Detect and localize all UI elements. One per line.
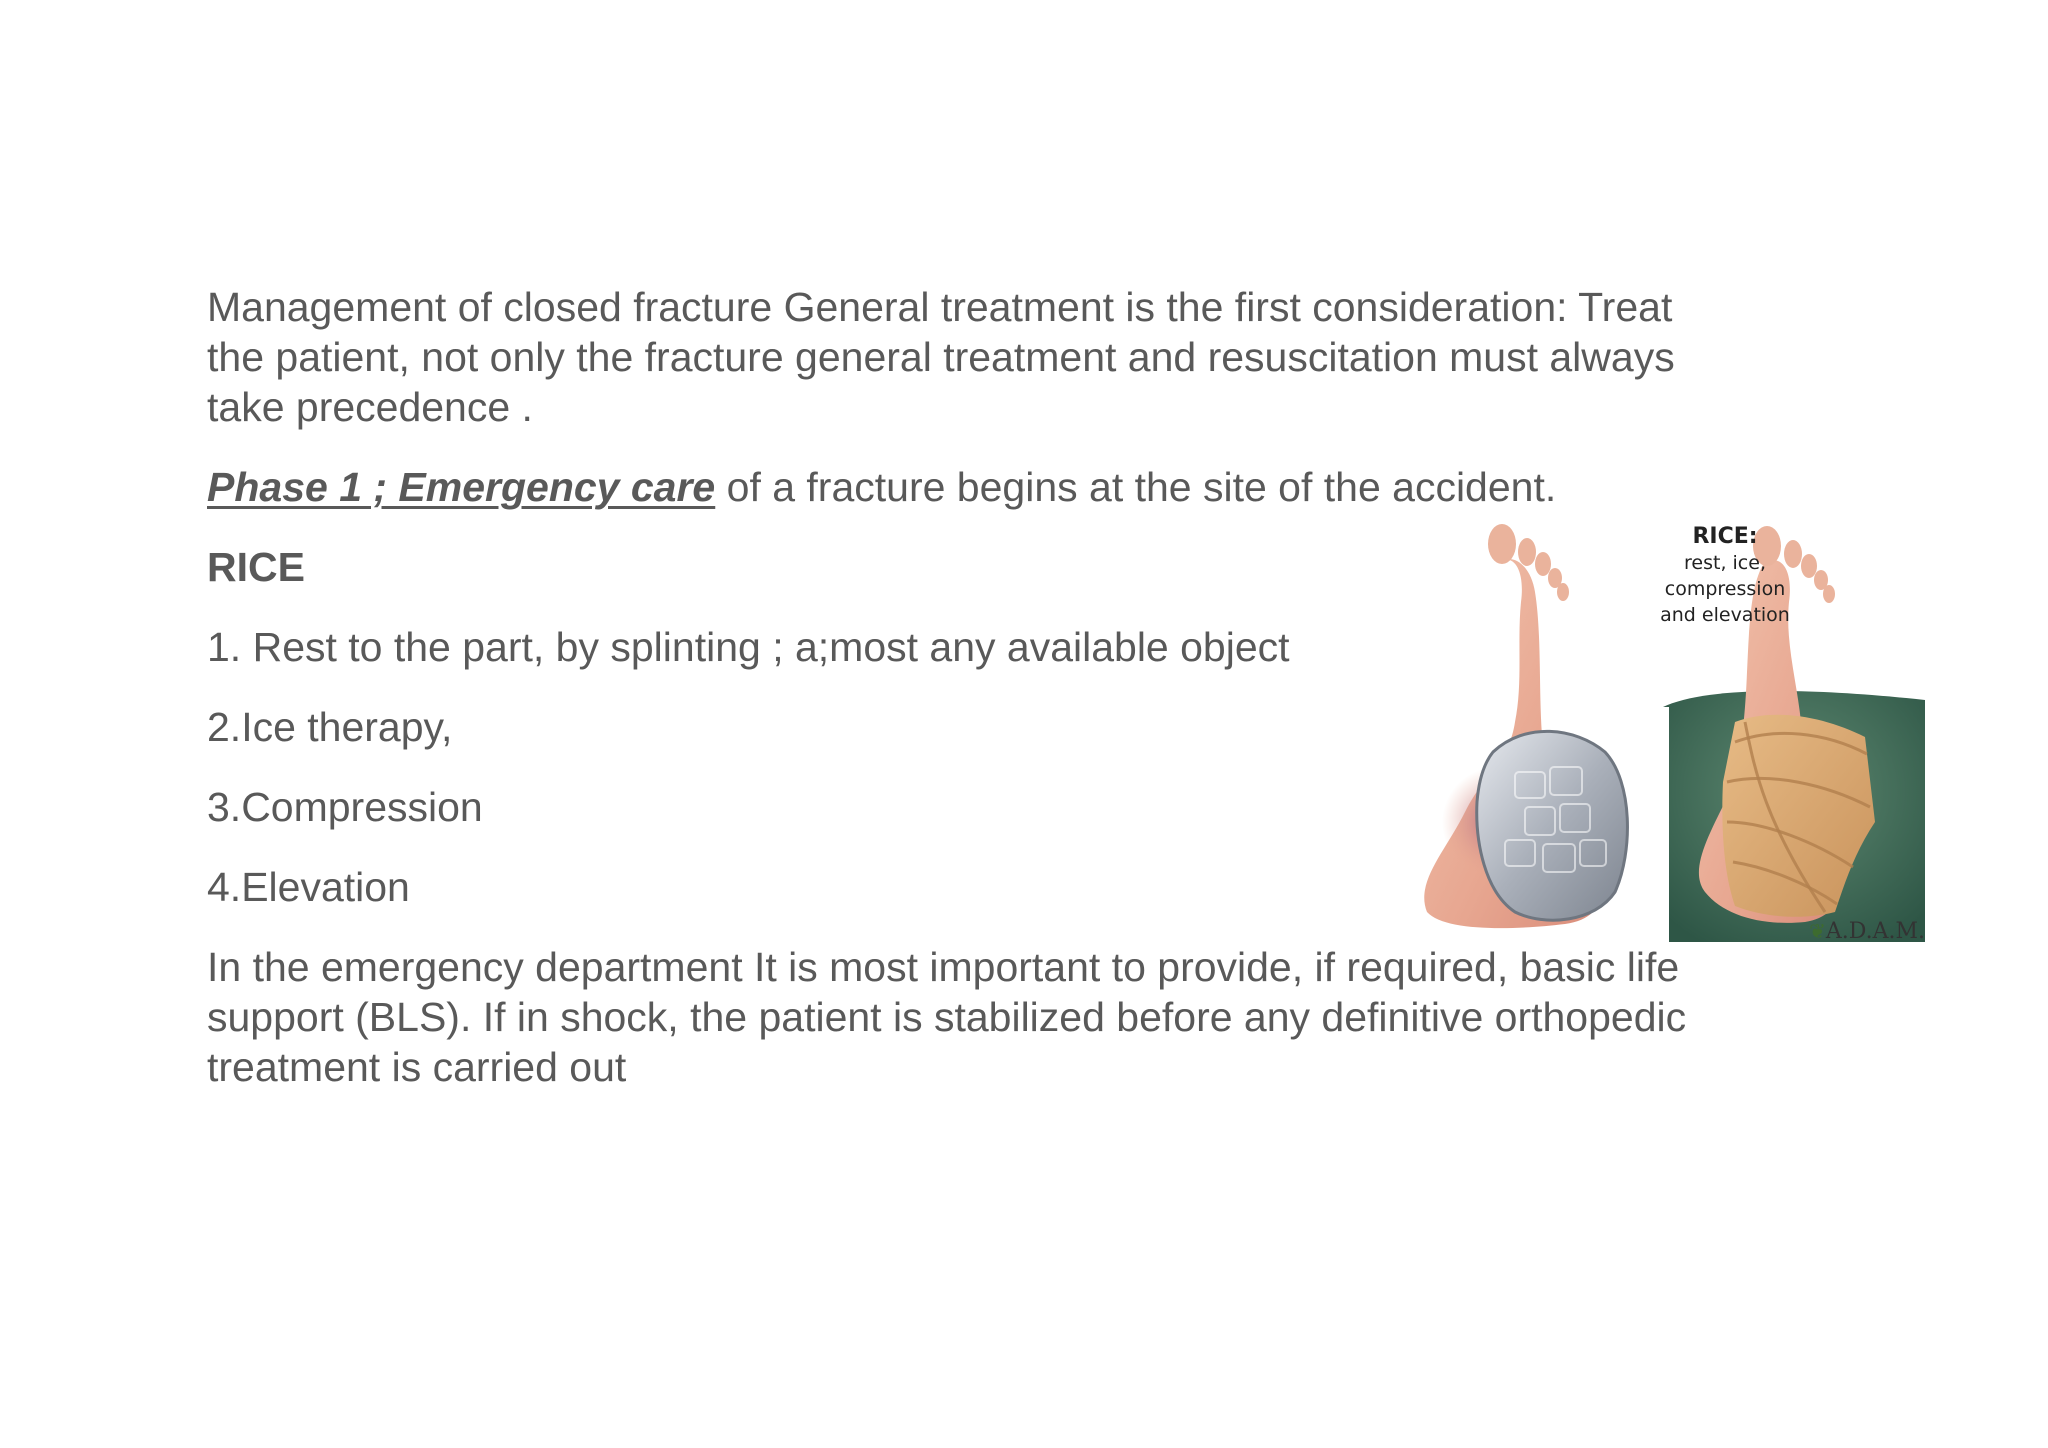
rice-item-rest: 1. Rest to the part, by splinting ; a;most any available object (207, 624, 1290, 670)
ed-line-1: In the emergency department It is most important to provide, if required, basic life (207, 944, 1680, 990)
rice-heading: RICE (207, 544, 305, 590)
illustration-caption-line-2: compression (1664, 578, 1786, 600)
illustration-caption (1575, 524, 1875, 628)
intro-line-2: the patient, not only the fracture general treatment and resuscitation must always (207, 334, 1675, 380)
illustration-caption-line-3: and elevation (1660, 604, 1790, 626)
illustration-caption-title: RICE: (1692, 524, 1758, 549)
rice-illustration (1405, 522, 1925, 946)
adam-logo-text: A.D.A.M. (1825, 919, 1925, 944)
phase-paragraph (207, 462, 1556, 512)
phase-text: of a fracture begins at the site of the accident. (715, 464, 1557, 510)
phase-label: Phase 1 ; Emergency care (207, 464, 716, 510)
adam-logo (1809, 919, 1925, 944)
leaf-icon: ❦ (1809, 919, 1826, 943)
intro-line-3: take precedence . (207, 384, 533, 430)
rice-item-ice: 2.Ice therapy, (207, 704, 453, 750)
ed-line-2: support (BLS). If in shock, the patient is stabilized before any definitive orthopedic (207, 994, 1687, 1040)
illustration-caption-line-1: rest, ice, (1684, 552, 1766, 574)
intro-line-1: Management of closed fracture General treatment is the first consideration: Treat (207, 284, 1673, 330)
ed-line-3: treatment is carried out (207, 1044, 627, 1090)
rice-item-elevation: 4.Elevation (207, 864, 410, 910)
rice-item-compression: 3.Compression (207, 784, 483, 830)
